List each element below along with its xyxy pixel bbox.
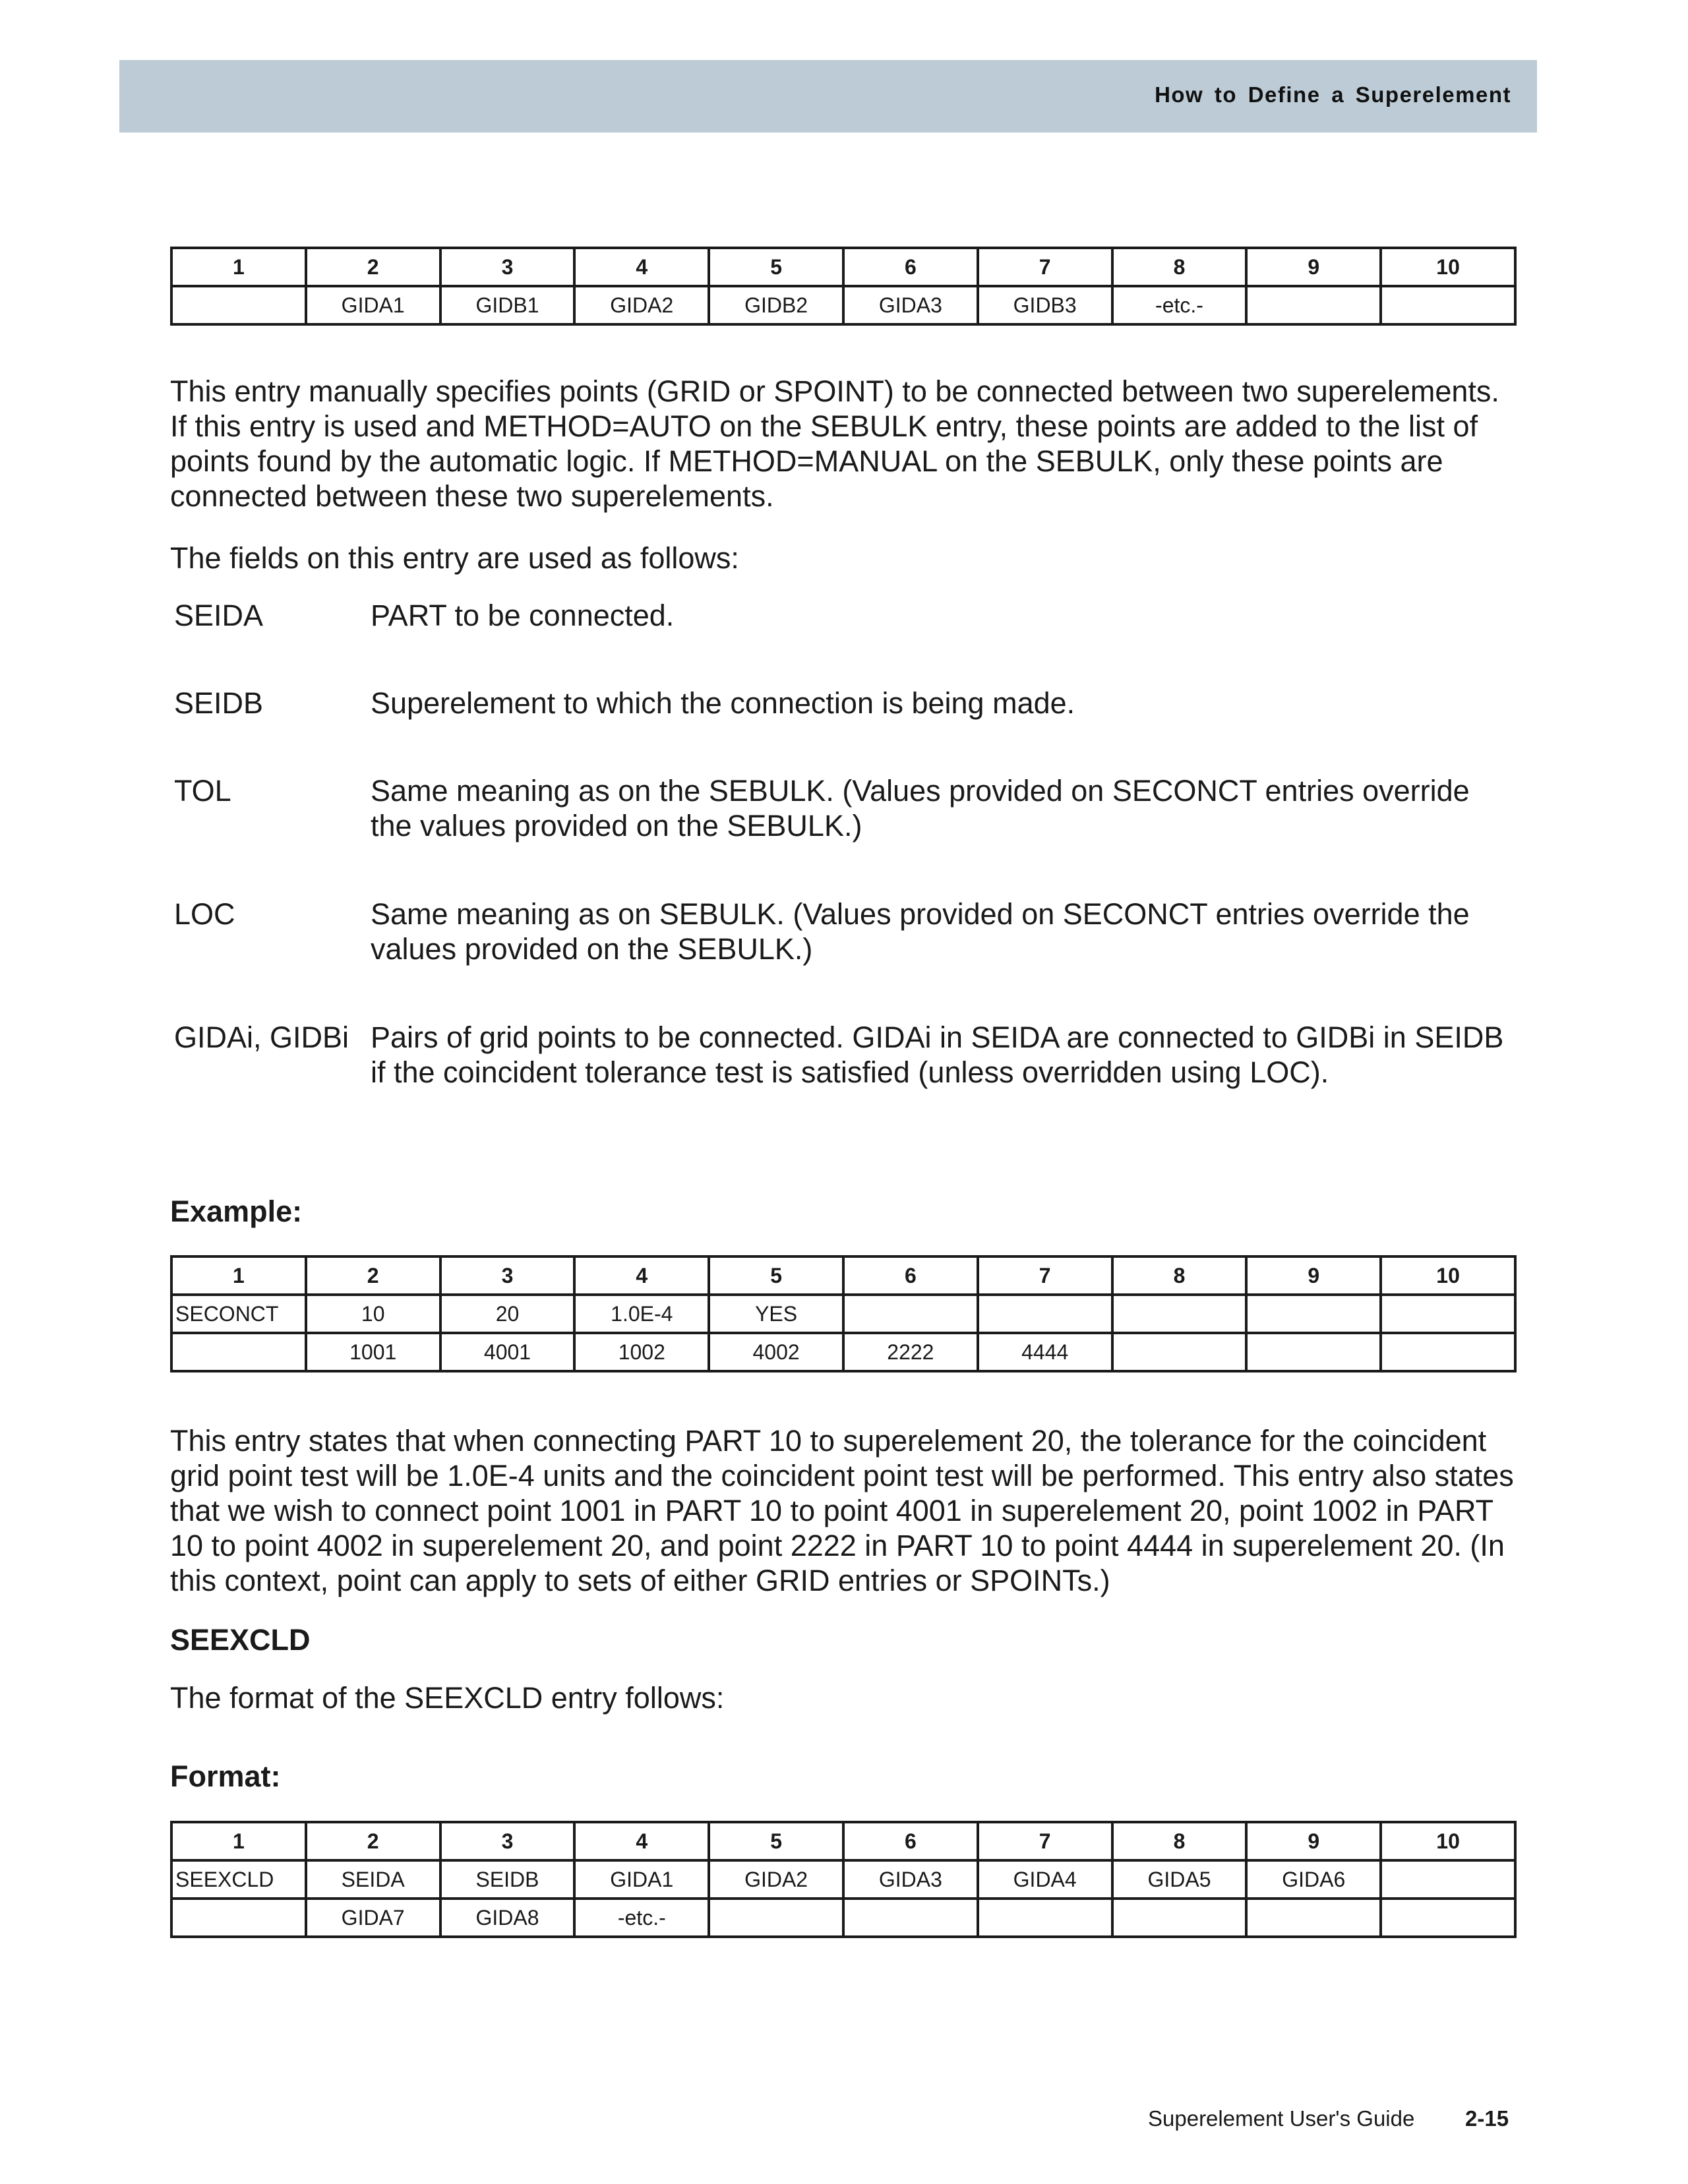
- table-cell: 1002: [574, 1333, 709, 1371]
- table-cell: SEIDB: [440, 1860, 575, 1899]
- field-name-gidai-gidbi: GIDAi, GIDBi: [174, 1020, 349, 1054]
- table-cell: GIDB2: [709, 286, 843, 324]
- column-header: 6: [843, 1822, 978, 1860]
- table-cell: GIDA1: [306, 286, 440, 324]
- seexcld-format-table: [170, 1821, 1517, 1938]
- table-row: [171, 1860, 1515, 1899]
- field-desc-seidb: Superelement to which the connection is being made.: [371, 686, 1075, 720]
- column-header: 8: [1112, 1822, 1247, 1860]
- table-cell: GIDA8: [440, 1899, 575, 1937]
- column-header: 2: [306, 1256, 440, 1295]
- column-header: 5: [709, 248, 843, 286]
- table-row: [171, 1333, 1515, 1371]
- column-header: 7: [978, 248, 1112, 286]
- table-cell: GIDA3: [843, 1860, 978, 1899]
- page-header-title: How to Define a Superelement: [1155, 82, 1511, 107]
- table-cell: [171, 1899, 306, 1937]
- column-header: 7: [978, 1822, 1112, 1860]
- fields-intro: The fields on this entry are used as follows:: [170, 541, 739, 575]
- column-header: 9: [1246, 1822, 1381, 1860]
- table-cell: [1381, 1295, 1515, 1333]
- column-header: 4: [574, 248, 709, 286]
- table-cell: SEIDA: [306, 1860, 440, 1899]
- column-header: 10: [1381, 1256, 1515, 1295]
- column-header: 10: [1381, 248, 1515, 286]
- table-cell: GIDA5: [1112, 1860, 1247, 1899]
- table-cell: 1.0E-4: [574, 1295, 709, 1333]
- intro-paragraph: This entry manually specifies points (GRID or SPOINT) to be connected between two superelements. If this entry is used and METHOD=AUTO on the SEBULK entry, these points are added to the list of points found by the automatic logic. If METHOD=MANUAL on the SEBULK, only these points are connected between these two superelements.: [170, 374, 1499, 513]
- column-header: 8: [1112, 1256, 1247, 1295]
- table-cell: [171, 1333, 306, 1371]
- table-cell: 4444: [978, 1333, 1112, 1371]
- table-cell: [843, 1899, 978, 1937]
- table-cell: [843, 1295, 978, 1333]
- table-cell: [1246, 286, 1381, 324]
- seexcld-intro: The format of the SEEXCLD entry follows:: [170, 1681, 725, 1715]
- table-cell: [1112, 1333, 1247, 1371]
- column-header: 6: [843, 1256, 978, 1295]
- field-desc-tol: Same meaning as on the SEBULK. (Values provided on SECONCT entries override the values provided on the SEBULK.): [371, 774, 1470, 842]
- example-paragraph: This entry states that when connecting PART 10 to superelement 20, the tolerance for the coincident grid point test will be 1.0E-4 units and the coincident point test will be performed. This entry also states that we wish to connect point 1001 in PART 10 to point 4001 in superelement 20, point 1002 in PART 10 to point 4002 in superelement 20, and point 2222 in PART 10 to point 4444 in superelement 20. (In this context, point can apply to sets of either GRID entries or SPOINTs.): [170, 1424, 1514, 1597]
- table-cell: [709, 1899, 843, 1937]
- table-cell: 20: [440, 1295, 575, 1333]
- format-heading: Format:: [170, 1759, 281, 1793]
- table-cell: 10: [306, 1295, 440, 1333]
- column-header: 9: [1246, 1256, 1381, 1295]
- column-header: 3: [440, 1822, 575, 1860]
- column-header: 4: [574, 1256, 709, 1295]
- table-row: [171, 286, 1515, 324]
- table-cell: GIDA2: [709, 1860, 843, 1899]
- footer-guide-title: Superelement User's Guide: [1148, 2106, 1415, 2131]
- table-cell: [1381, 1333, 1515, 1371]
- page-header-band: [119, 60, 1537, 133]
- table-cell: GIDA3: [843, 286, 978, 324]
- column-header: 10: [1381, 1822, 1515, 1860]
- column-header: 3: [440, 1256, 575, 1295]
- table-cell: GIDB3: [978, 286, 1112, 324]
- table-cell: [1112, 1899, 1247, 1937]
- seconct-example-table: [170, 1255, 1517, 1372]
- column-header: 2: [306, 1822, 440, 1860]
- table-cell: YES: [709, 1295, 843, 1333]
- column-header: 6: [843, 248, 978, 286]
- column-header: 5: [709, 1256, 843, 1295]
- column-header: 1: [171, 1256, 306, 1295]
- column-header: 3: [440, 248, 575, 286]
- table-cell: [978, 1295, 1112, 1333]
- table-cell: GIDA7: [306, 1899, 440, 1937]
- table-cell: SECONCT: [171, 1295, 306, 1333]
- seexcld-heading: SEEXCLD: [170, 1623, 311, 1657]
- column-header: 1: [171, 1822, 306, 1860]
- table-cell: [1381, 1899, 1515, 1937]
- table-cell: -etc.-: [574, 1899, 709, 1937]
- table-cell: 4002: [709, 1333, 843, 1371]
- table-cell: [1246, 1899, 1381, 1937]
- field-name-tol: TOL: [174, 774, 231, 808]
- table-cell: GIDB1: [440, 286, 575, 324]
- table-header-row: [171, 248, 1515, 286]
- column-header: 9: [1246, 248, 1381, 286]
- field-desc-gidai-gidbi: Pairs of grid points to be connected. GIDAi in SEIDA are connected to GIDBi in SEIDB if the coincident tolerance test is satisfied (unless overridden using LOC).: [371, 1020, 1504, 1089]
- table-cell: 1001: [306, 1333, 440, 1371]
- table-cell: [1112, 1295, 1247, 1333]
- column-header: 1: [171, 248, 306, 286]
- table-cell: -etc.-: [1112, 286, 1247, 324]
- column-header: 2: [306, 248, 440, 286]
- table-cell: GIDA2: [574, 286, 709, 324]
- footer-page-number: 2-15: [1465, 2106, 1509, 2131]
- table-cell: [1246, 1333, 1381, 1371]
- table-cell: GIDA1: [574, 1860, 709, 1899]
- table-cell: 2222: [843, 1333, 978, 1371]
- field-desc-seida: PART to be connected.: [371, 599, 675, 632]
- column-header: 4: [574, 1822, 709, 1860]
- table-cell: GIDA4: [978, 1860, 1112, 1899]
- column-header: 5: [709, 1822, 843, 1860]
- field-desc-loc: Same meaning as on SEBULK. (Values provided on SECONCT entries override the values provided on the SEBULK.): [371, 897, 1470, 966]
- table-cell: [978, 1899, 1112, 1937]
- table-cell: [1246, 1295, 1381, 1333]
- field-name-seidb: SEIDB: [174, 686, 264, 720]
- table-row: [171, 1899, 1515, 1937]
- column-header: 7: [978, 1256, 1112, 1295]
- table-cell: 4001: [440, 1333, 575, 1371]
- table-cell: [171, 286, 306, 324]
- table-cell: GIDA6: [1246, 1860, 1381, 1899]
- column-header: 8: [1112, 248, 1247, 286]
- table-header-row: [171, 1256, 1515, 1295]
- table-cell: [1381, 1860, 1515, 1899]
- seconct-format-table: [170, 247, 1517, 326]
- table-cell: [1381, 286, 1515, 324]
- field-name-loc: LOC: [174, 897, 235, 931]
- field-name-seida: SEIDA: [174, 599, 264, 632]
- example-heading: Example:: [170, 1195, 303, 1228]
- table-cell: SEEXCLD: [171, 1860, 306, 1899]
- table-header-row: [171, 1822, 1515, 1860]
- table-row: [171, 1295, 1515, 1333]
